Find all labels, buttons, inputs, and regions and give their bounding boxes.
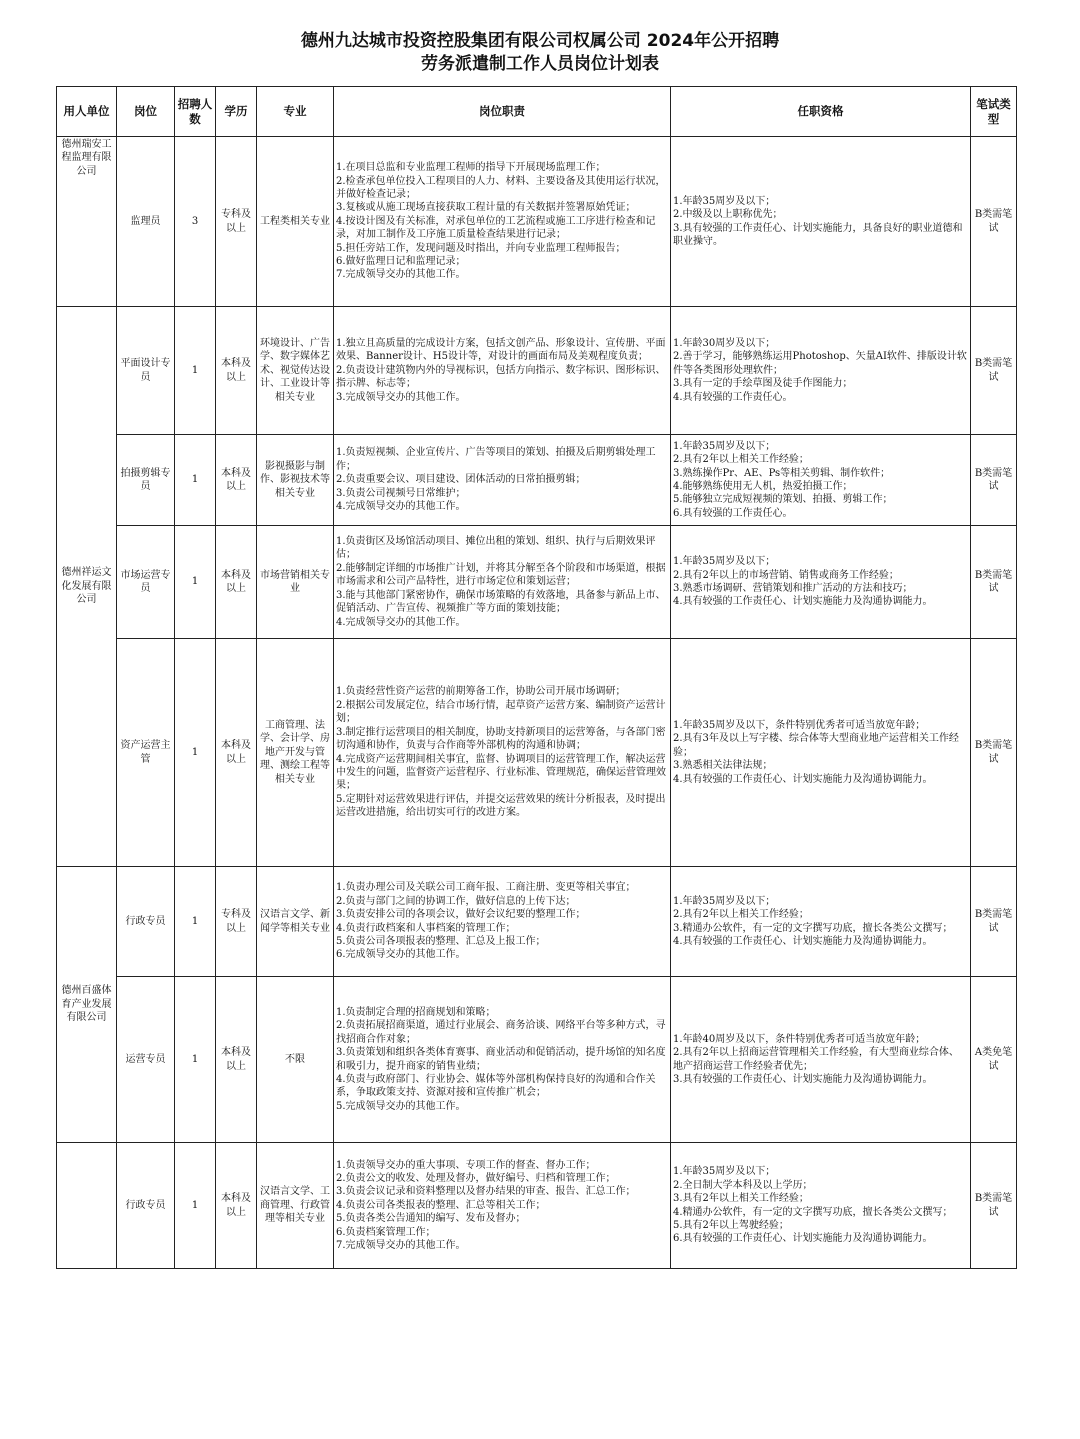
- list-item: 4.完成领导交办的其他工作。: [336, 501, 466, 513]
- list-item: 5.完成领导交办的其他工作。: [336, 1100, 466, 1112]
- list-item: 5.负责公司各项报表的整理、汇总及上报工作；: [336, 935, 546, 947]
- major: 汉语言文学、工商管理、行政管理等相关专业: [257, 1143, 334, 1269]
- list-item: 4.负责与政府部门、行业协会、媒体等外部机构保持良好的沟通和合作关系，争取政策支持、资源对接和宣传推广机会；: [336, 1073, 656, 1099]
- list-item: 5.担任旁站工作，发现问题及时指出，并向专业监理工程师报告；: [336, 242, 626, 254]
- list-item: 3.精通办公软件，有一定的文字撰写功底，擅长各类公文撰写；: [673, 922, 953, 934]
- education: 本科及以上: [216, 526, 257, 639]
- list-item: 2.根据公司发展定位，结合市场行情，起草资产运营方案、编制资产运营计划；: [336, 699, 666, 725]
- post-name: 资产运营主管: [117, 639, 175, 867]
- list-item: 7.完成领导交办的其他工作。: [336, 1240, 466, 1252]
- list-item: 3.能与其他部门紧密协作，确保市场策略的有效落地，具备参与新品上市、促销活动、广告宣传、视频推广等方面的策划技能；: [336, 589, 666, 615]
- list-item: 5.定期针对运营效果进行评估，并提交运营效果的统计分析报表，及时提出运营改进措施，给出切实可行的改进方案。: [336, 793, 666, 819]
- exam-type: B类需笔试: [971, 307, 1017, 435]
- list-item: 3.复核或从施工现场直接获取工程计量的有关数据并签署原始凭证；: [336, 202, 636, 214]
- list-item: 4.完成领导交办的其他工作。: [336, 616, 466, 628]
- list-item: 4.具有较强的工作责任心、计划实施能力及沟通协调能力。: [673, 935, 933, 947]
- table-row: [57, 867, 1017, 977]
- header-unit: 用人单位: [57, 87, 117, 137]
- list-item: 1.年龄35周岁及以下，条件特别优秀者可适当放宽年龄；: [673, 719, 926, 731]
- major: 工程类相关专业: [257, 137, 334, 307]
- education: 本科及以上: [216, 307, 257, 435]
- table-header-row: [57, 87, 1017, 137]
- list-item: 1.负责办理公司及关联公司工商年报、工商注册、变更等相关事宜；: [336, 882, 636, 894]
- list-item: 4.按设计图及有关标准，对承包单位的工艺流程或施工工序进行检查和记录，对加工制作及工序施工质量检查结果进行记录；: [336, 215, 656, 241]
- hire-count: 1: [175, 1143, 216, 1269]
- education: 本科及以上: [216, 435, 257, 526]
- table-row: [57, 977, 1017, 1143]
- exam-type: B类需笔试: [971, 639, 1017, 867]
- hire-count: 3: [175, 137, 216, 307]
- list-item: 1.负责领导交办的重大事项、专项工作的督查、督办工作；: [336, 1159, 596, 1171]
- list-item: 3.具有2年以上相关工作经验；: [673, 1193, 809, 1205]
- list-item: 1.在项目总监和专业监理工程师的指导下开展现场监理工作；: [336, 162, 606, 174]
- list-item: 2.负责公文的收发、处理及督办，做好编号、归档和管理工作；: [336, 1172, 616, 1184]
- header-quals: 任职资格: [671, 87, 971, 137]
- list-item: 2.具有2年以上的市场营销、销售或商务工作经验；: [673, 569, 899, 581]
- duties-list: [334, 526, 671, 639]
- list-item: 4.具有较强的工作责任心、计划实施能力及沟通协调能力。: [673, 596, 933, 608]
- list-item: 2.具有2年以上相关工作经验；: [673, 454, 809, 466]
- list-item: 4.完成资产运营期间相关事宜，监督、协调项目的运营管理工作，解决运营中发生的问题，监督资产运营程序、行业标准、管理规范，确保运营管理效果；: [336, 753, 666, 792]
- list-item: 3.熟练操作Pr、AE、Ps等相关剪辑、制作软件；: [673, 467, 891, 479]
- list-item: 3.完成领导交办的其他工作。: [336, 391, 466, 403]
- table-row: [57, 435, 1017, 526]
- title-line-2: 劳务派遣制工作人员岗位计划表: [421, 54, 659, 74]
- header-edu: 学历: [216, 87, 257, 137]
- list-item: 3.负责会议记录和资料整理以及督办结果的审查、报告、汇总工作；: [336, 1186, 636, 1198]
- list-item: 1.年龄35周岁及以下；: [673, 195, 776, 207]
- list-item: 1.负责短视频、企业宣传片、广告等项目的策划、拍摄及后期剪辑处理工作；: [336, 447, 656, 472]
- qualifications-list: [671, 137, 971, 307]
- post-name: 行政专员: [117, 867, 175, 977]
- education: 专科及以上: [216, 137, 257, 307]
- table-row: [57, 307, 1017, 435]
- list-item: 2.善于学习，能够熟练运用Photoshop、矢量AI软件、排版设计软件等各类图形处理软件；: [673, 351, 967, 376]
- exam-type: B类需笔试: [971, 435, 1017, 526]
- header-post: 岗位: [117, 87, 175, 137]
- exam-type: B类需笔试: [971, 526, 1017, 639]
- list-item: 3.具有较强的工作责任心、计划实施能力及沟通协调能力。: [673, 1073, 933, 1085]
- major: 汉语言文学、新闻学等相关专业: [257, 867, 334, 977]
- hire-count: 1: [175, 526, 216, 639]
- table-row: [57, 639, 1017, 867]
- table-row: [57, 526, 1017, 639]
- list-item: 7.完成领导交办的其他工作。: [336, 269, 466, 281]
- list-item: 3.制定推行运营项目的相关制度，协助支持新项目的运营筹备，与各部门密切沟通和协作，负责与合作商等外部机构的沟通和协调；: [336, 726, 666, 752]
- table-row: [57, 1143, 1017, 1269]
- duties-list: [334, 639, 671, 867]
- list-item: 1.负责制定合理的招商规划和策略；: [336, 1006, 496, 1018]
- education: 本科及以上: [216, 1143, 257, 1269]
- education: 本科及以上: [216, 977, 257, 1143]
- duties-list: [334, 977, 671, 1143]
- list-item: 2.中级及以上职称优先；: [673, 209, 783, 221]
- list-item: 3.负责公司视频号日常维护；: [336, 487, 466, 499]
- hire-count: 1: [175, 977, 216, 1143]
- list-item: 1.年龄35周岁及以下；: [673, 1166, 776, 1178]
- list-item: 2.全日制大学本科及以上学历；: [673, 1179, 813, 1191]
- list-item: 1.年龄35周岁及以下；: [673, 895, 776, 907]
- major: 市场营销相关专业: [257, 526, 334, 639]
- list-item: 3.熟悉相关法律法规；: [673, 760, 773, 772]
- post-name: 市场运营专员: [117, 526, 175, 639]
- table-row: [57, 137, 1017, 307]
- list-item: 6.完成领导交办的其他工作。: [336, 949, 466, 961]
- duties-list: [334, 307, 671, 435]
- duties-list: [334, 435, 671, 526]
- list-item: 6.负责档案管理工作；: [336, 1226, 436, 1238]
- duties-list: [334, 137, 671, 307]
- list-item: 3.负责策划和组织各类体育赛事、商业活动和促销活动，提升场馆的知名度和吸引力，提升商家的销售业绩；: [336, 1047, 666, 1072]
- list-item: 3.熟悉市场调研、营销策划和推广活动的方法和技巧；: [673, 583, 913, 594]
- position-plan-table: [56, 86, 1017, 1269]
- list-item: 2.检查承包单位投入工程项目的人力、材料、主要设备及其使用运行状况，并做好检查记录；: [336, 175, 666, 200]
- list-item: 3.具有一定的手绘草图及徒手作图能力；: [673, 378, 853, 390]
- list-item: 3.负责安排公司的各项会议，做好会议纪要的整理工作；: [336, 909, 586, 921]
- exam-type: A类免笔试: [971, 977, 1017, 1143]
- list-item: 1.负责街区及场馆活动项目、摊位出租的策划、组织、执行与后期效果评估；: [336, 536, 656, 561]
- major: 工商管理、法学、会计学、房地产开发与管理、测绘工程等相关专业: [257, 639, 334, 867]
- list-item: 1.独立且高质量的完成设计方案，包括文创产品、形象设计、宣传册、平面效果、Banner设计、H5设计等，对设计的画面布局及美观程度负责；: [336, 337, 666, 363]
- qualifications-list: [671, 435, 971, 526]
- education: 本科及以上: [216, 639, 257, 867]
- header-duties: 岗位职责: [334, 87, 671, 137]
- qualifications-list: [671, 1143, 971, 1269]
- list-item: 5.具有2年以上驾驶经验；: [673, 1219, 789, 1231]
- employer-unit: [57, 1143, 117, 1269]
- qualifications-list: [671, 977, 971, 1143]
- hire-count: 1: [175, 867, 216, 977]
- list-item: 2.能够制定详细的市场推广计划，并将其分解至各个阶段和市场渠道，根据市场需求和公司产品特性，进行市场定位和策划运营；: [336, 562, 666, 588]
- list-item: 4.具有较强的工作责任心。: [673, 391, 793, 403]
- list-item: 2.具有2年以上招商运营管理相关工作经验，有大型商业综合体、地产招商运营工作经验者优先；: [673, 1047, 959, 1072]
- header-exam: 笔试类型: [971, 87, 1017, 137]
- post-name: 行政专员: [117, 1143, 175, 1269]
- list-item: 1.年龄40周岁及以下，条件特别优秀者可适当放宽年龄；: [673, 1033, 926, 1045]
- hire-count: 1: [175, 307, 216, 435]
- list-item: 2.负责重要会议、项目建设、团体活动的日常拍摄剪辑；: [336, 474, 586, 486]
- hire-count: 1: [175, 435, 216, 526]
- list-item: 2.负责拓展招商渠道，通过行业展会、商务洽谈、网络平台等多种方式，寻找招商合作对象；: [336, 1020, 666, 1045]
- list-item: 1.年龄35周岁及以下；: [673, 440, 776, 452]
- major: 不限: [257, 977, 334, 1143]
- post-name: 平面设计专员: [117, 307, 175, 435]
- post-name: 拍摄剪辑专员: [117, 435, 175, 526]
- list-item: 6.具有较强的工作责任心、计划实施能力及沟通协调能力。: [673, 1233, 933, 1245]
- major: 影视摄影与制作、影视技术等相关专业: [257, 435, 334, 526]
- qualifications-list: [671, 526, 971, 639]
- list-item: 1.年龄30周岁及以下；: [673, 337, 776, 349]
- exam-type: B类需笔试: [971, 137, 1017, 307]
- list-item: 1.负责经营性资产运营的前期筹备工作，协助公司开展市场调研；: [336, 686, 626, 698]
- exam-type: B类需笔试: [971, 867, 1017, 977]
- list-item: 4.负责行政档案和人事档案的管理工作；: [336, 922, 516, 934]
- employer-unit: 德州百盛体育产业发展有限公司: [57, 867, 117, 1143]
- major: 环境设计、广告学、数字媒体艺术、视觉传达设计、工业设计等相关专业: [257, 307, 334, 435]
- list-item: 4.精通办公软件，有一定的文字撰写功底，擅长各类公文撰写；: [673, 1206, 953, 1218]
- education: 专科及以上: [216, 867, 257, 977]
- post-name: 运营专员: [117, 977, 175, 1143]
- page-title: [0, 30, 1080, 76]
- qualifications-list: [671, 307, 971, 435]
- list-item: 2.负责与部门之间的协调工作，做好信息的上传下达；: [336, 895, 576, 907]
- list-item: 4.能够熟练使用无人机，热爱拍摄工作；: [673, 481, 853, 492]
- qualifications-list: [671, 867, 971, 977]
- exam-type: B类需笔试: [971, 1143, 1017, 1269]
- title-line-1: 德州九达城市投资控股集团有限公司权属公司 2024年公开招聘: [300, 31, 780, 51]
- qualifications-list: [671, 639, 971, 867]
- list-item: 2.具有3年及以上写字楼、综合体等大型商业地产运营相关工作经验；: [673, 733, 959, 758]
- header-count: 招聘人数: [175, 87, 216, 137]
- employer-unit: 德州瑞安工程监理有限公司: [57, 137, 117, 307]
- list-item: 4.具有较强的工作责任心、计划实施能力及沟通协调能力。: [673, 773, 933, 785]
- list-item: 3.具有较强的工作责任心、计划实施能力，具备良好的职业道德和职业操守。: [673, 222, 963, 247]
- hire-count: 1: [175, 639, 216, 867]
- list-item: 6.具有较强的工作责任心。: [673, 507, 793, 519]
- list-item: 6.做好监理日记和监理记录；: [336, 256, 466, 268]
- list-item: 2.具有2年以上相关工作经验；: [673, 909, 809, 921]
- list-item: 5.负责各类公告通知的编写、发布及督办；: [336, 1213, 526, 1225]
- list-item: 4.负责公司各类报表的整理、汇总等相关工作；: [336, 1199, 546, 1211]
- list-item: 2.负责设计建筑物内外的导视标识，包括方向指示、数字标识、图形标识、指示牌、标志等；: [336, 364, 666, 390]
- post-name: 监理员: [117, 137, 175, 307]
- list-item: 1.年龄35周岁及以下；: [673, 556, 776, 568]
- employer-unit: 德州祥运文化发展有限公司: [57, 307, 117, 867]
- duties-list: [334, 1143, 671, 1269]
- list-item: 5.能够独立完成短视频的策划、拍摄、剪辑工作；: [673, 494, 893, 506]
- header-major: 专业: [257, 87, 334, 137]
- duties-list: [334, 867, 671, 977]
